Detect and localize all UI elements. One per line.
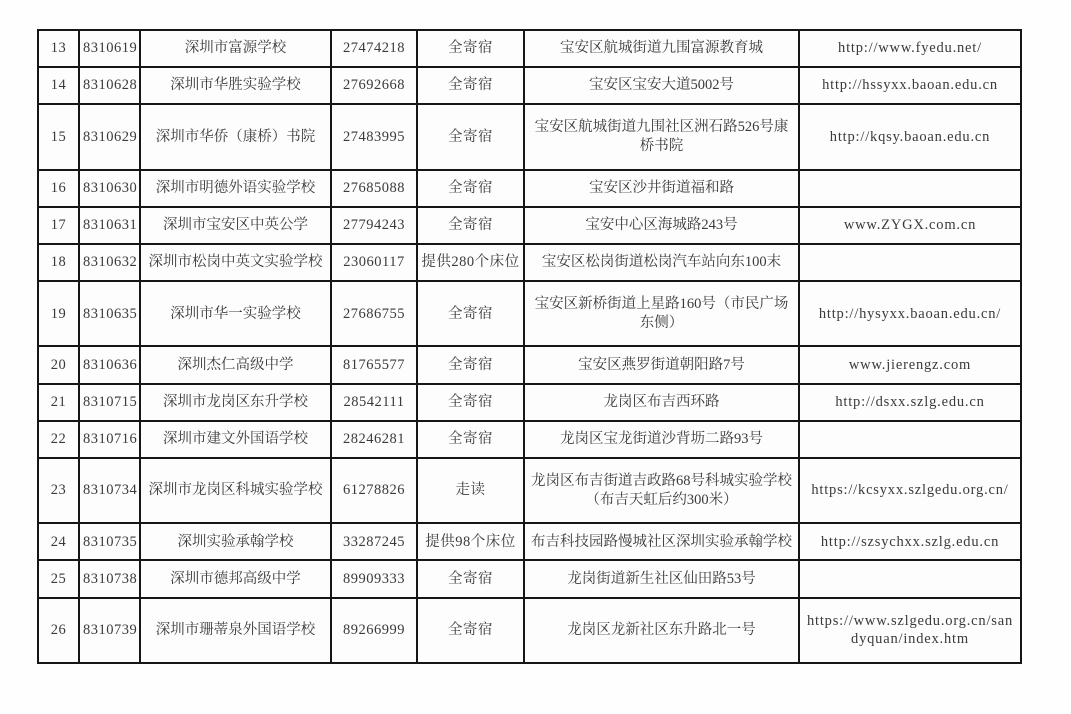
school-code-cell: 8310739 (79, 598, 140, 663)
table-row (38, 346, 1021, 383)
website-cell: www.jierengz.com (799, 346, 1021, 383)
boarding-status-cell: 全寄宿 (417, 346, 524, 383)
row-number-cell: 19 (38, 281, 79, 346)
address-cell: 宝安区航城街道九围社区洲石路526号康桥书院 (524, 104, 799, 169)
table-row (38, 281, 1021, 346)
school-name-cell: 深圳市龙岗区东升学校 (140, 384, 331, 421)
website-cell (799, 170, 1021, 207)
school-name-cell: 深圳市珊蒂泉外国语学校 (140, 598, 331, 663)
table-row (38, 104, 1021, 169)
website-cell: http://hssyxx.baoan.edu.cn (799, 67, 1021, 104)
row-number-cell: 20 (38, 346, 79, 383)
website-cell: http://hysyxx.baoan.edu.cn/ (799, 281, 1021, 346)
phone-number-cell: 27686755 (331, 281, 417, 346)
school-name-cell: 深圳市龙岗区科城实验学校 (140, 458, 331, 523)
phone-number-cell: 61278826 (331, 458, 417, 523)
boarding-status-cell: 全寄宿 (417, 421, 524, 458)
row-number-cell: 22 (38, 421, 79, 458)
school-code-cell: 8310630 (79, 170, 140, 207)
phone-number-cell: 27794243 (331, 207, 417, 244)
address-cell: 宝安区航城街道九围富源教育城 (524, 30, 799, 67)
boarding-status-cell: 全寄宿 (417, 281, 524, 346)
row-number-cell: 24 (38, 523, 79, 560)
phone-number-cell: 89266999 (331, 598, 417, 663)
school-code-cell: 8310636 (79, 346, 140, 383)
website-cell (799, 244, 1021, 281)
row-number-cell: 26 (38, 598, 79, 663)
school-name-cell: 深圳市华一实验学校 (140, 281, 331, 346)
school-list-table (37, 29, 1022, 664)
phone-number-cell: 23060117 (331, 244, 417, 281)
boarding-status-cell: 全寄宿 (417, 560, 524, 597)
address-cell: 宝安区松岗街道松岗汽车站向东100末 (524, 244, 799, 281)
boarding-status-cell: 全寄宿 (417, 170, 524, 207)
phone-number-cell: 89909333 (331, 560, 417, 597)
row-number-cell: 17 (38, 207, 79, 244)
school-table-body (38, 30, 1021, 663)
address-cell: 宝安区沙井街道福和路 (524, 170, 799, 207)
phone-number-cell: 27474218 (331, 30, 417, 67)
school-name-cell: 深圳市富源学校 (140, 30, 331, 67)
school-code-cell: 8310734 (79, 458, 140, 523)
website-cell: http://szsychxx.szlg.edu.cn (799, 523, 1021, 560)
address-cell: 宝安区新桥街道上星路160号（市民广场东侧） (524, 281, 799, 346)
website-cell: http://www.fyedu.net/ (799, 30, 1021, 67)
boarding-status-cell: 提供98个床位 (417, 523, 524, 560)
address-cell: 龙岗区布吉街道吉政路68号科城实验学校（布吉天虹后约300米） (524, 458, 799, 523)
school-name-cell: 深圳实验承翰学校 (140, 523, 331, 560)
boarding-status-cell: 全寄宿 (417, 207, 524, 244)
address-cell: 龙岗街道新生社区仙田路53号 (524, 560, 799, 597)
school-code-cell: 8310628 (79, 67, 140, 104)
row-number-cell: 25 (38, 560, 79, 597)
school-code-cell: 8310738 (79, 560, 140, 597)
table-row (38, 384, 1021, 421)
row-number-cell: 15 (38, 104, 79, 169)
school-name-cell: 深圳市建文外国语学校 (140, 421, 331, 458)
phone-number-cell: 33287245 (331, 523, 417, 560)
boarding-status-cell: 全寄宿 (417, 598, 524, 663)
row-number-cell: 14 (38, 67, 79, 104)
row-number-cell: 18 (38, 244, 79, 281)
school-code-cell: 8310631 (79, 207, 140, 244)
boarding-status-cell: 全寄宿 (417, 30, 524, 67)
address-cell: 龙岗区宝龙街道沙背坜二路93号 (524, 421, 799, 458)
table-row (38, 207, 1021, 244)
website-cell (799, 421, 1021, 458)
table-row (38, 523, 1021, 560)
school-name-cell: 深圳市华胜实验学校 (140, 67, 331, 104)
address-cell: 宝安区宝安大道5002号 (524, 67, 799, 104)
school-name-cell: 深圳市德邦高级中学 (140, 560, 331, 597)
table-row (38, 421, 1021, 458)
boarding-status-cell: 全寄宿 (417, 67, 524, 104)
row-number-cell: 23 (38, 458, 79, 523)
boarding-status-cell: 全寄宿 (417, 104, 524, 169)
school-name-cell: 深圳市华侨（康桥）书院 (140, 104, 331, 169)
address-cell: 宝安区燕罗街道朝阳路7号 (524, 346, 799, 383)
table-row (38, 244, 1021, 281)
address-cell: 宝安中心区海城路243号 (524, 207, 799, 244)
school-name-cell: 深圳市松岗中英文实验学校 (140, 244, 331, 281)
phone-number-cell: 27483995 (331, 104, 417, 169)
school-code-cell: 8310635 (79, 281, 140, 346)
table-row (38, 67, 1021, 104)
school-code-cell: 8310629 (79, 104, 140, 169)
website-cell: www.ZYGX.com.cn (799, 207, 1021, 244)
table-row (38, 560, 1021, 597)
address-cell: 布吉科技园路慢城社区深圳实验承翰学校 (524, 523, 799, 560)
table-row (38, 458, 1021, 523)
school-code-cell: 8310632 (79, 244, 140, 281)
website-cell: https://kcsyxx.szlgedu.org.cn/ (799, 458, 1021, 523)
school-code-cell: 8310619 (79, 30, 140, 67)
school-code-cell: 8310715 (79, 384, 140, 421)
school-name-cell: 深圳杰仁高级中学 (140, 346, 331, 383)
boarding-status-cell: 提供280个床位 (417, 244, 524, 281)
boarding-status-cell: 全寄宿 (417, 384, 524, 421)
row-number-cell: 21 (38, 384, 79, 421)
school-name-cell: 深圳市宝安区中英公学 (140, 207, 331, 244)
table-row (38, 598, 1021, 663)
website-cell: http://kqsy.baoan.edu.cn (799, 104, 1021, 169)
school-name-cell: 深圳市明德外语实验学校 (140, 170, 331, 207)
address-cell: 龙岗区布吉西环路 (524, 384, 799, 421)
table-row (38, 30, 1021, 67)
address-cell: 龙岗区龙新社区东升路北一号 (524, 598, 799, 663)
phone-number-cell: 81765577 (331, 346, 417, 383)
school-code-cell: 8310735 (79, 523, 140, 560)
boarding-status-cell: 走读 (417, 458, 524, 523)
website-cell: https://www.szlgedu.org.cn/sandyquan/index.htm (799, 598, 1021, 663)
row-number-cell: 13 (38, 30, 79, 67)
phone-number-cell: 28542111 (331, 384, 417, 421)
row-number-cell: 16 (38, 170, 79, 207)
school-code-cell: 8310716 (79, 421, 140, 458)
phone-number-cell: 27692668 (331, 67, 417, 104)
website-cell (799, 560, 1021, 597)
phone-number-cell: 28246281 (331, 421, 417, 458)
table-row (38, 170, 1021, 207)
website-cell: http://dsxx.szlg.edu.cn (799, 384, 1021, 421)
phone-number-cell: 27685088 (331, 170, 417, 207)
